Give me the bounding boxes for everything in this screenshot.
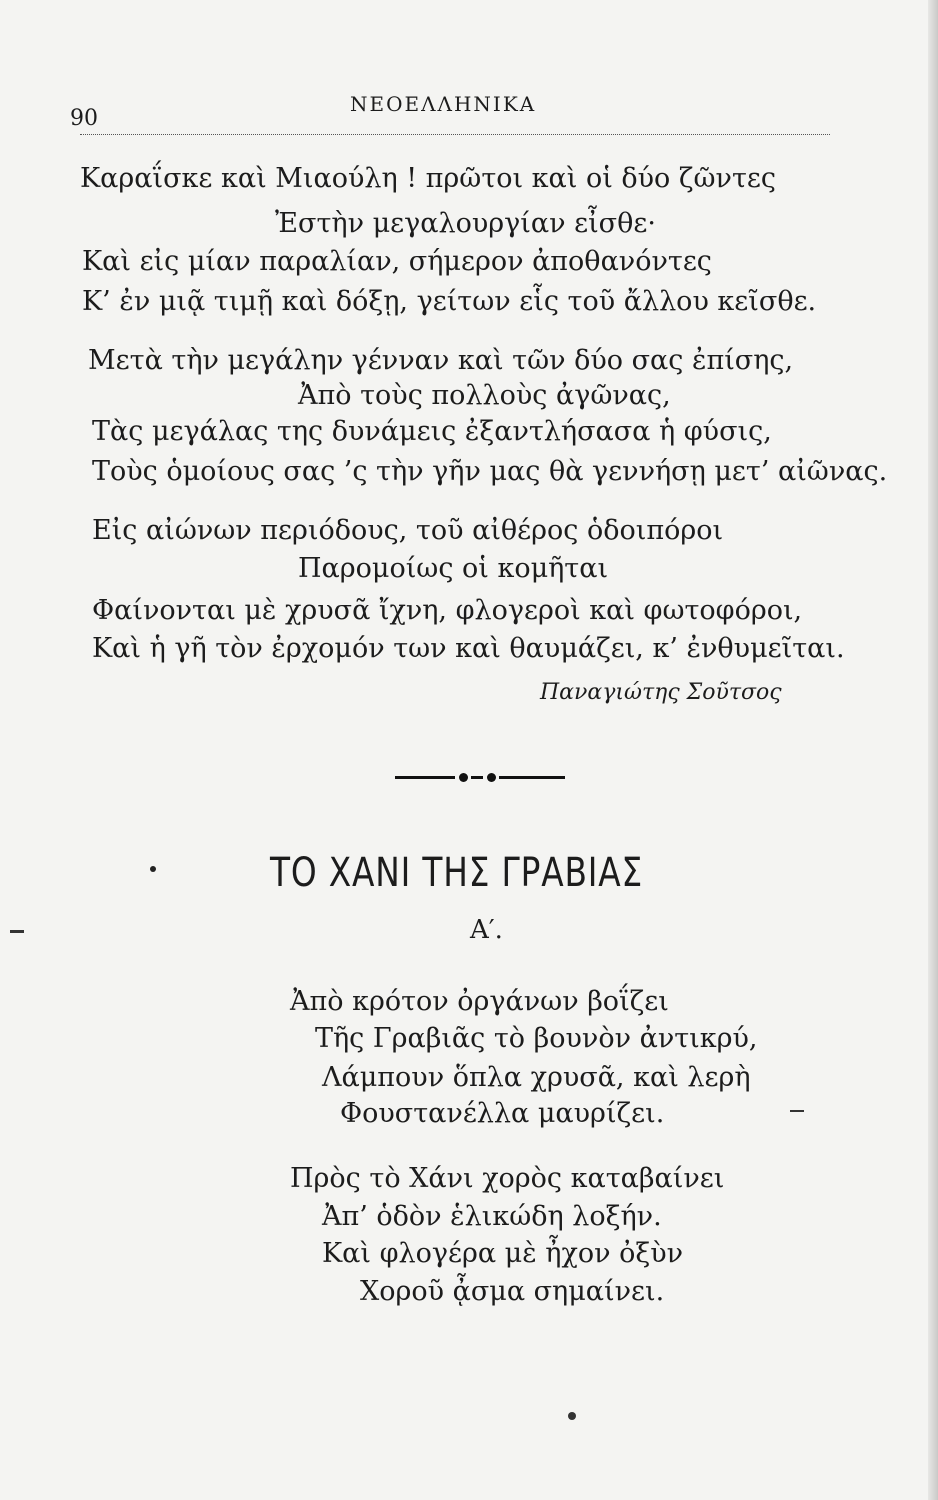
poem-line: Καραΐσκε καὶ Μιαούλη ! πρῶτοι καὶ οἱ δύο ζῶντες xyxy=(80,163,777,194)
poem-line: Μετὰ τὴν μεγάλην γένναν καὶ τῶν δύο σας ἐπίσης, xyxy=(88,345,794,376)
author-signature: Παναγιώτης Σοῦτσος xyxy=(540,680,782,705)
poem-line: Καὶ φλογέρα μὲ ἦχον ὀξὺν xyxy=(322,1238,684,1269)
poem-line: Τοὺς ὁμοίους σας ’ς τὴν γῆν μας θὰ γεννήσῃ μετ’ αἰῶνας. xyxy=(92,456,888,487)
page-number: 90 xyxy=(70,106,98,131)
poem-line: Τὰς μεγάλας της δυνάμεις ἐξαντλήσασα ἡ φύσις, xyxy=(92,416,772,447)
poem-line: Καὶ εἰς μίαν παραλίαν, σήμερον ἀποθανόντες xyxy=(82,246,712,277)
poem-line: Φαίνονται μὲ χρυσᾶ ἴχνη, φλογεροὶ καὶ φωτοφόροι, xyxy=(92,595,803,626)
running-title: ΝΕΟΕΛΛΗΝΙΚΑ xyxy=(350,92,537,116)
poem-line: Εἰς αἰώνων περιόδους, τοῦ αἰθέρος ὁδοιπόροι xyxy=(92,515,724,546)
poem-title: ΤΟ ΧΑΝΙ ΤΗΣ ΓΡΑΒΙΑΣ xyxy=(270,850,644,896)
header-rule xyxy=(80,134,830,135)
page-header xyxy=(70,88,830,131)
poem-line: Καὶ ἡ γῆ τὸν ἐρχομόν των καὶ θαυμάζει, κ’ ἐνθυμεῖται. xyxy=(92,633,845,664)
ornamental-divider xyxy=(395,770,565,784)
poem-line: Φουστανέλλα μαυρίζει. xyxy=(340,1098,665,1129)
ink-speck xyxy=(568,1412,576,1420)
poem-line: Ἐστὴν μεγαλουργίαν εἶσθε· xyxy=(275,208,656,239)
page-edge xyxy=(928,0,938,1500)
poem-line: Ἀπὸ κρότον ὀργάνων βοΐζει xyxy=(290,986,669,1017)
margin-dot xyxy=(150,866,156,872)
poem-line: Πρὸς τὸ Χάνι χορὸς καταβαίνει xyxy=(290,1163,725,1194)
poem-line: Χοροῦ ᾆσμα σημαίνει. xyxy=(360,1276,665,1307)
poem-line: Λάμπουν ὅπλα χρυσᾶ, καὶ λερὴ xyxy=(322,1062,751,1093)
poem-line: Ἀπὸ τοὺς πολλοὺς ἀγῶνας, xyxy=(298,380,671,411)
poem-line: Τῆς Γραβιᾶς τὸ βουνὸν ἀντικρύ, xyxy=(315,1023,758,1054)
poem-line: Κ’ ἐν μιᾷ τιμῇ καὶ δόξῃ, γείτων εἷς τοῦ ἄλλου κεῖσθε. xyxy=(82,286,817,317)
poem-line: Ἀπ’ ὁδὸν ἑλικώδη λοξήν. xyxy=(322,1201,662,1232)
margin-mark xyxy=(10,930,24,933)
margin-mark xyxy=(790,1110,804,1112)
poem-line: Παρομοίως οἱ κομῆται xyxy=(298,553,609,584)
section-number: Α′. xyxy=(470,915,503,945)
